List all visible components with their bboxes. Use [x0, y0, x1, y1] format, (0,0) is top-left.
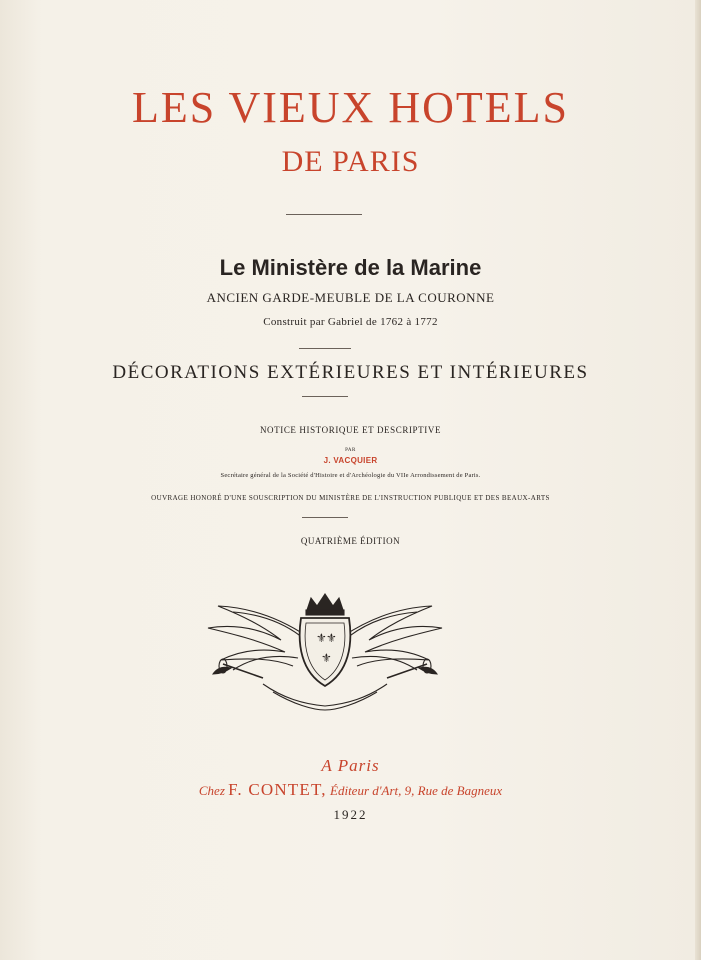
author-name: J. VACQUIER — [323, 456, 378, 465]
svg-text:⚜: ⚜ — [326, 631, 337, 645]
par-line: PAR — [345, 448, 356, 453]
svg-text:⚜: ⚜ — [316, 631, 327, 645]
divider-2 — [299, 348, 351, 349]
section-title: DÉCORATIONS EXTÉRIEURES ET INTÉRIEURES — [112, 362, 589, 383]
notice-line: NOTICE HISTORIQUE ET DESCRIPTIVE — [259, 425, 442, 435]
imprint-year: 1922 — [333, 807, 368, 822]
volume-subheading: ANCIEN GARDE-MEUBLE DE LA COURONNE — [206, 290, 495, 305]
volume-heading: Le Ministère de la Marine — [219, 255, 482, 280]
imprint-city: A Paris — [321, 756, 380, 775]
imprint-publisher: F. CONTET, — [228, 780, 327, 799]
imprint-chez: Chez — [198, 783, 225, 798]
svg-text:⚜: ⚜ — [321, 651, 332, 665]
royal-coat-of-arms-icon — [203, 588, 447, 714]
construction-note: Construit par Gabriel de 1762 à 1772 — [263, 316, 438, 328]
imprint-address: Éditeur d'Art, 9, Rue de Bagneux — [330, 783, 503, 798]
author-role: Secrétaire général de la Société d'Histoire et d'Archéologie du VIIe Arrondissement de Paris. — [220, 472, 481, 479]
divider-1 — [286, 214, 362, 215]
divider-4 — [302, 517, 348, 518]
edition-line: QUATRIÈME ÉDITION — [300, 536, 401, 546]
honor-line: OUVRAGE HONORÉ D'UNE SOUSCRIPTION DU MINISTÈRE DE L'INSTRUCTION PUBLIQUE ET DES BEAUX-ARTS — [151, 494, 550, 502]
divider-3 — [302, 396, 348, 397]
main-title: LES VIEUX HOTELS — [132, 83, 569, 132]
imprint-publisher-line — [0, 780, 701, 800]
main-subtitle: DE PARIS — [281, 145, 420, 178]
